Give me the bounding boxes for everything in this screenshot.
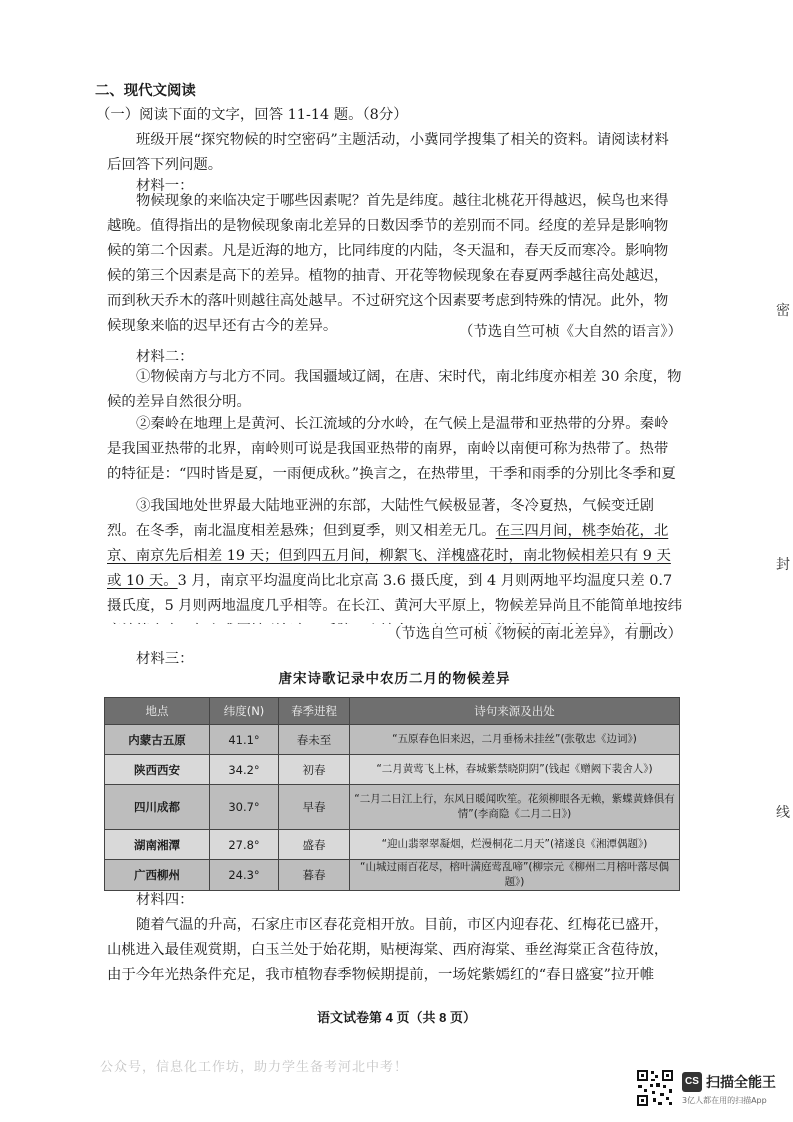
header-place: 地点 bbox=[105, 698, 210, 725]
question-header: （一）阅读下面的文字，回答 11-14 题。（8分） bbox=[96, 107, 408, 123]
table-header-row bbox=[105, 698, 680, 725]
watermark-text: 公众号，信息化工作坊，助力学生备考河北中考！ bbox=[100, 1060, 409, 1075]
phenology-table bbox=[104, 697, 680, 891]
material-3-title: 材料三： bbox=[136, 651, 194, 667]
para-3-text-a: ③我国地处世界最大陆地亚洲的东部，大陆性气候极显著，冬冷夏热，气候变迁剧烈。在冬季，南北温度相差悬殊；但到夏季，则又相差无几。 bbox=[107, 498, 655, 539]
section-title: 二、现代文阅读 bbox=[95, 82, 196, 99]
material-1-title: 材料一： bbox=[136, 178, 194, 194]
scanner-tagline: 3亿人都在用的扫描App bbox=[682, 1096, 767, 1105]
page-footer: 语文试卷第 4 页（共 8 页） bbox=[317, 1010, 476, 1025]
material-2-para-3 bbox=[107, 494, 682, 624]
cell-place: 陕西西安 bbox=[105, 755, 210, 785]
cell-latitude: 30.7° bbox=[210, 785, 279, 830]
scanner-logo: CS bbox=[682, 1072, 702, 1092]
material-4-title: 材料四： bbox=[136, 892, 194, 908]
material-4-text: 随着气温的升高，石家庄市区春花竞相开放。目前，市区内迎春花、红梅花已盛开，山桃进入最佳观赏期，白玉兰处于始花期，贴梗海棠、西府海棠、垂丝海棠正含苞待放，由于今年光热条件充足，我市植物春季物候期提前，一场姹紫嫣红的“春日盛宴”拉开帷 bbox=[107, 917, 669, 983]
material-1-source: （节选自竺可桢《大自然的语言》） bbox=[458, 324, 682, 340]
binding-mark-2: 封 bbox=[776, 557, 790, 573]
table-title: 唐宋诗歌记录中农历二月的物候差异 bbox=[278, 671, 511, 687]
binding-mark-3: 线 bbox=[776, 805, 790, 821]
material-2-para-2: ②秦岭在地理上是黄河、长江流域的分水岭，在气候上是温带和亚热带的分界。秦岭是我国亚热带的北界，南岭则可说是我国亚热带的南界，南岭以南便可称为热带了。热带的特征是：“四时皆是夏，一雨便成秋。”换言之，在热带里，干季和雨季的分别比冬季和夏 bbox=[107, 416, 676, 482]
scanner-app-name: 扫描全能王 bbox=[706, 1075, 776, 1091]
cell-poem: “五原春色旧来迟，二月垂杨未挂丝”(张敬忠《边词》) bbox=[350, 725, 680, 755]
header-poem-source: 诗句来源及出处 bbox=[350, 698, 680, 725]
cell-poem: “山城过雨百花尽，榕叶满庭莺乱啼”(柳宗元《柳州二月榕叶落尽偶题》) bbox=[350, 860, 680, 891]
underlined-sentence: 在三四月间，桃李始花，北京、南京先后相差 19 天；但到四五月间，柳絮飞、洋槐盛花时，南北物候相差只有 9 天或 10 天。 bbox=[107, 523, 671, 589]
material-2-source: （节选自竺可桢《物候的南北差异》，有删改） bbox=[386, 626, 682, 642]
cell-poem: “二月二日江上行，东风日暖闻吹笙。花须柳眼各无赖，紫蝶黄蜂俱有情”(李商隐《二月二日》) bbox=[350, 785, 680, 830]
para-3-text-b: 3 月，南京平均温度尚比北京高 3.6 摄氏度，到 4 月则两地平均温度只差 0.7 摄氏度，5 月则两地温度几乎相等。在长江、黄河大平原上，物候差异尚且不能简单地按纬 bbox=[107, 573, 682, 614]
table-row bbox=[105, 860, 680, 891]
cell-latitude: 27.8° bbox=[210, 830, 279, 860]
cell-latitude: 41.1° bbox=[210, 725, 279, 755]
material-2-para-1: ①物候南方与北方不同。我国疆域辽阔，在唐、宋时代，南北纬度亦相差 30 余度，物候的差异自然很分明。 bbox=[107, 369, 682, 410]
cell-stage: 盛春 bbox=[279, 830, 350, 860]
table-row bbox=[105, 755, 680, 785]
cell-place: 广西柳州 bbox=[105, 860, 210, 891]
table-row bbox=[105, 725, 680, 755]
cell-stage: 春未至 bbox=[279, 725, 350, 755]
binding-mark-1: 密 bbox=[776, 303, 790, 319]
cell-stage: 暮春 bbox=[279, 860, 350, 891]
intro-paragraph: 班级开展“探究物候的时空密码”主题活动，小冀同学搜集了相关的资料。请阅读材料后回答下列问题。 bbox=[107, 132, 669, 173]
material-1-text: 物候现象的来临决定于哪些因素呢？首先是纬度。越往北桃花开得越迟，候鸟也来得越晚。值得指出的是物候现象南北差异的日数因季节的差别而不同。经度的差异是影响物候的第二个因素。凡是近海的地方，比同纬度的内陆，冬天温和，春天反而寒冷。影响物候的第三个因素是高下的差异。植物的抽青、开花等物候现象在春夏两季越往高处越迟，而到秋天乔木的落叶则越往高处越早。不过研究这个因素要考虑到特殊的情况。此外，物候现象来临的迟早还有古今的差异。 bbox=[107, 193, 669, 334]
cell-place: 四川成都 bbox=[105, 785, 210, 830]
cell-place: 内蒙古五原 bbox=[105, 725, 210, 755]
header-stage: 春季进程 bbox=[279, 698, 350, 725]
cell-place: 湖南湘潭 bbox=[105, 830, 210, 860]
material-2-title: 材料二： bbox=[136, 349, 194, 365]
cell-poem: “迎山翡翠翠凝烟，烂漫桐花二月天”(褚遂良《湘潭偶题》) bbox=[350, 830, 680, 860]
cell-poem: “二月黄莺飞上林，春城紫禁晓阴阴”(钱起《赠阙下裴舍人》) bbox=[350, 755, 680, 785]
cell-latitude: 34.2° bbox=[210, 755, 279, 785]
cell-stage: 初春 bbox=[279, 755, 350, 785]
header-latitude: 纬度(N) bbox=[210, 698, 279, 725]
qr-code-icon bbox=[636, 1069, 674, 1107]
table-row bbox=[105, 785, 680, 830]
table-row bbox=[105, 830, 680, 860]
cell-latitude: 24.3° bbox=[210, 860, 279, 891]
cell-stage: 早春 bbox=[279, 785, 350, 830]
